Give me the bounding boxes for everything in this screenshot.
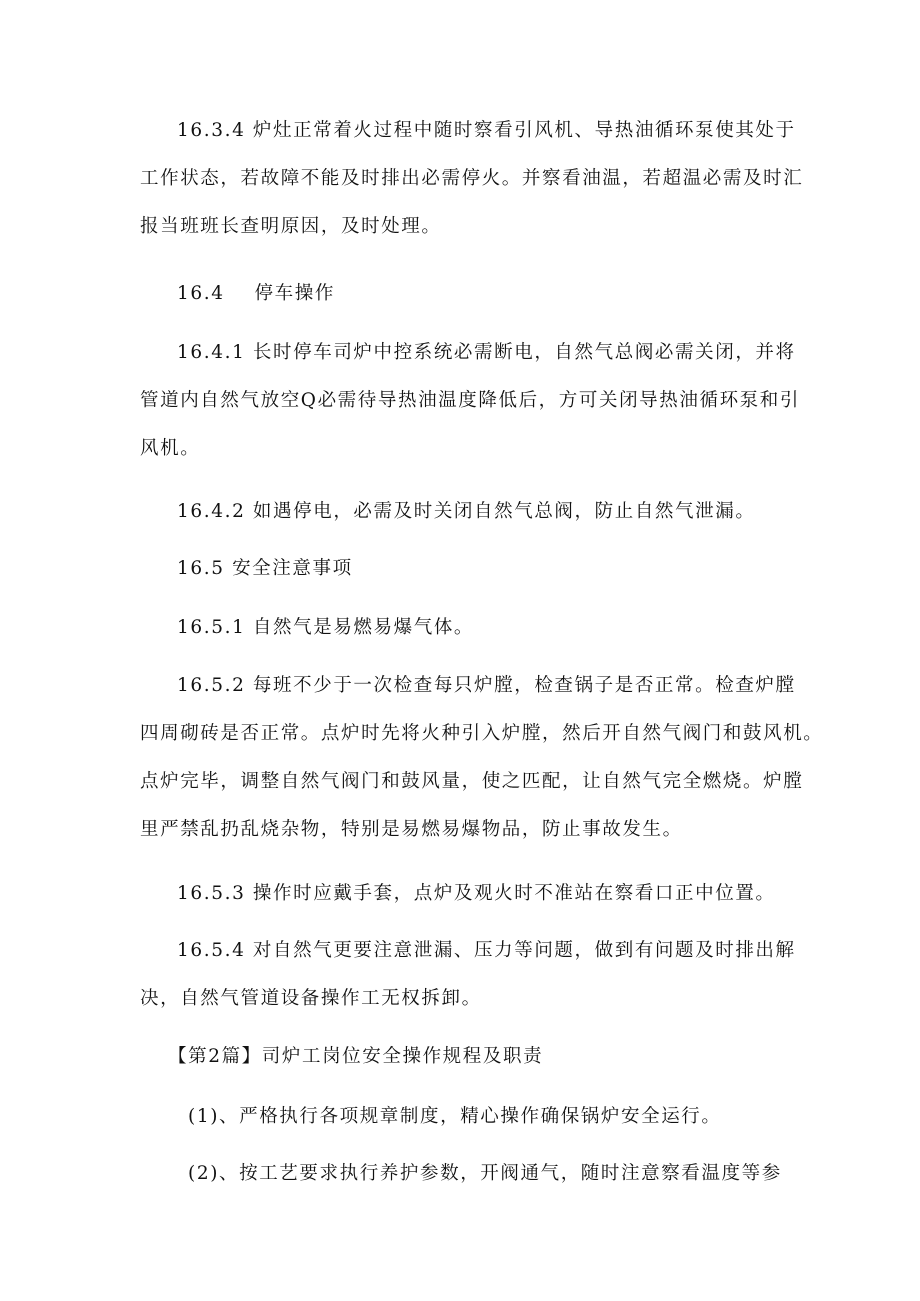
- paragraph-line: 16.4.2 如遇停电，必需及时关闭自然气总阀，防止自然气泄漏。: [177, 501, 756, 522]
- paragraph-16-3-4: [140, 107, 804, 251]
- paragraph-line: 点炉完毕，调整自然气阀门和鼓风量，使之匹配，让自然气完全燃烧。炉膛: [140, 771, 804, 792]
- section-heading-text: 16.5 安全注意事项: [177, 558, 353, 579]
- paragraph-line: 四周砌砖是否正常。点炉时先将火种引入炉膛，然后开自然气阀门和鼓风机。: [140, 723, 824, 744]
- paragraph-line: 16.5.1 自然气是易燃易爆气体。: [177, 617, 475, 638]
- part-2-title-text: 【第2篇】司炉工岗位安全操作规程及职责: [168, 1046, 544, 1067]
- paragraph-line: 16.5.3 操作时应戴手套，点炉及观火时不准站在察看口正中位置。: [177, 883, 776, 904]
- list-item-text: (1)、严格执行各项规章制度，精心操作确保锅炉安全运行。: [188, 1106, 722, 1127]
- paragraph-16-5-3: [140, 870, 790, 918]
- paragraph-16-5-2: [140, 662, 824, 854]
- section-heading-16-4: [140, 270, 790, 318]
- paragraph-16-4-2: [140, 488, 790, 536]
- list-item-text: (2)、按工艺要求执行养护参数，开阀通气，随时注意察看温度等参: [188, 1163, 782, 1184]
- list-item-1: [140, 1093, 790, 1141]
- list-item-2: [140, 1150, 790, 1198]
- section-heading-text: 16.4 停车操作: [177, 283, 335, 304]
- paragraph-16-5-1: [140, 604, 790, 652]
- paragraph-line: 报当班班长查明原因，及时处理。: [140, 216, 442, 237]
- paragraph-line: 风机。: [140, 438, 201, 459]
- paragraph-line: 16.5.4 对自然气更要注意泄漏、压力等问题，做到有问题及时排出解: [177, 940, 796, 961]
- section-heading-16-5: [140, 545, 790, 593]
- paragraph-line: 决，自然气管道设备操作工无权拆卸。: [140, 988, 482, 1009]
- paragraph-line: 16.5.2 每班不少于一次检查每只炉膛，检查锅子是否正常。检查炉膛: [177, 675, 796, 696]
- paragraph-line: 16.4.1 长时停车司炉中控系统必需断电，自然气总阀必需关闭，并将: [177, 342, 796, 363]
- paragraph-16-5-4: [140, 927, 796, 1023]
- paragraph-line: 里严禁乱扔乱烧杂物，特别是易燃易爆物品，防止事故发生。: [140, 819, 683, 840]
- part-2-title: [140, 1033, 790, 1081]
- paragraph-line: 16.3.4 炉灶正常着火过程中随时察看引风机、导热油循环泵使其处于: [177, 120, 796, 141]
- paragraph-line: 管道内自然气放空Q必需待导热油温度降低后，方可关闭导热油循环泵和引: [140, 390, 800, 411]
- paragraph-16-4-1: [140, 329, 800, 473]
- paragraph-line: 工作状态，若故障不能及时排出必需停火。并察看油温，若超温必需及时汇: [140, 168, 804, 189]
